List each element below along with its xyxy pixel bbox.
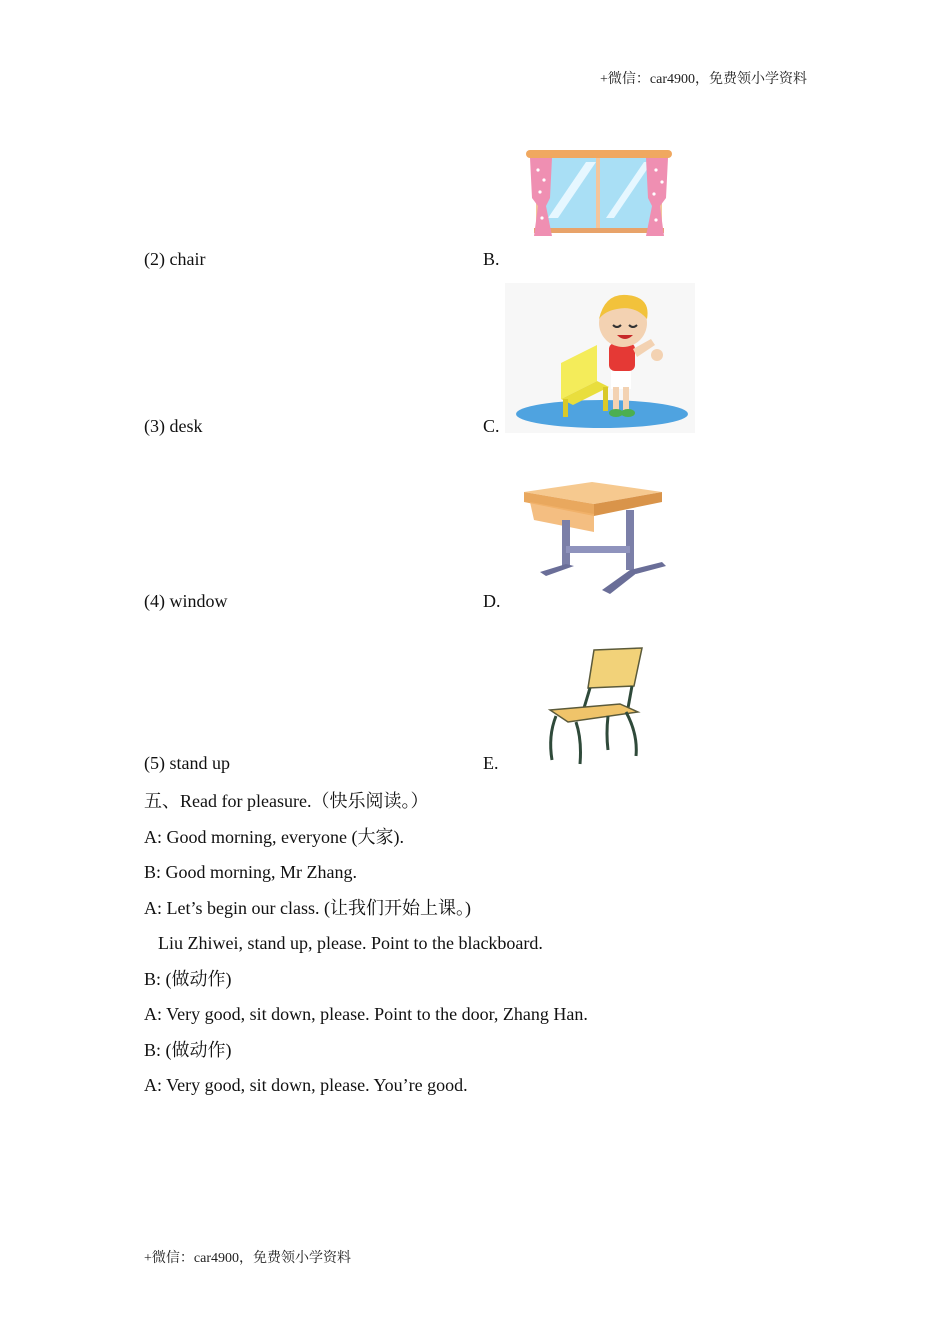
reading-title: 五、Read for pleasure.（快乐阅读。） — [144, 791, 429, 811]
match-left-item: (3) desk — [144, 416, 203, 436]
dialogue-line: A: Very good, sit down, please. You’re good. — [144, 1075, 468, 1095]
chair-picture — [546, 646, 646, 766]
header-note: +微信：car4900，免费领小学资料 — [600, 72, 807, 87]
match-right-letter: E. — [483, 753, 499, 773]
footer-note: +微信：car4900，免费领小学资料 — [144, 1251, 351, 1266]
dialogue-line: A: Let’s begin our class. (让我们开始上课。) — [144, 897, 471, 918]
dialogue-line: Liu Zhiwei, stand up, please. Point to the blackboard. — [158, 933, 543, 953]
match-right-letter: B. — [483, 249, 500, 269]
dialogue-line: A: Good morning, everyone (大家). — [144, 826, 404, 847]
match-left-item: (4) window — [144, 591, 228, 611]
match-left-item: (2) chair — [144, 249, 206, 269]
desk-picture — [522, 480, 668, 598]
window-picture — [526, 148, 672, 240]
match-right-letter: C. — [483, 416, 500, 436]
boy-standing-by-chair-picture — [505, 283, 695, 433]
match-right-letter: D. — [483, 591, 501, 611]
match-left-item: (5) stand up — [144, 753, 230, 773]
dialogue-line: B: Good morning, Mr Zhang. — [144, 862, 357, 882]
dialogue-line: A: Very good, sit down, please. Point to the door, Zhang Han. — [144, 1004, 588, 1024]
dialogue-line: B: (做动作) — [144, 1039, 232, 1060]
dialogue-line: B: (做动作) — [144, 968, 232, 989]
reading-section — [144, 790, 804, 1110]
